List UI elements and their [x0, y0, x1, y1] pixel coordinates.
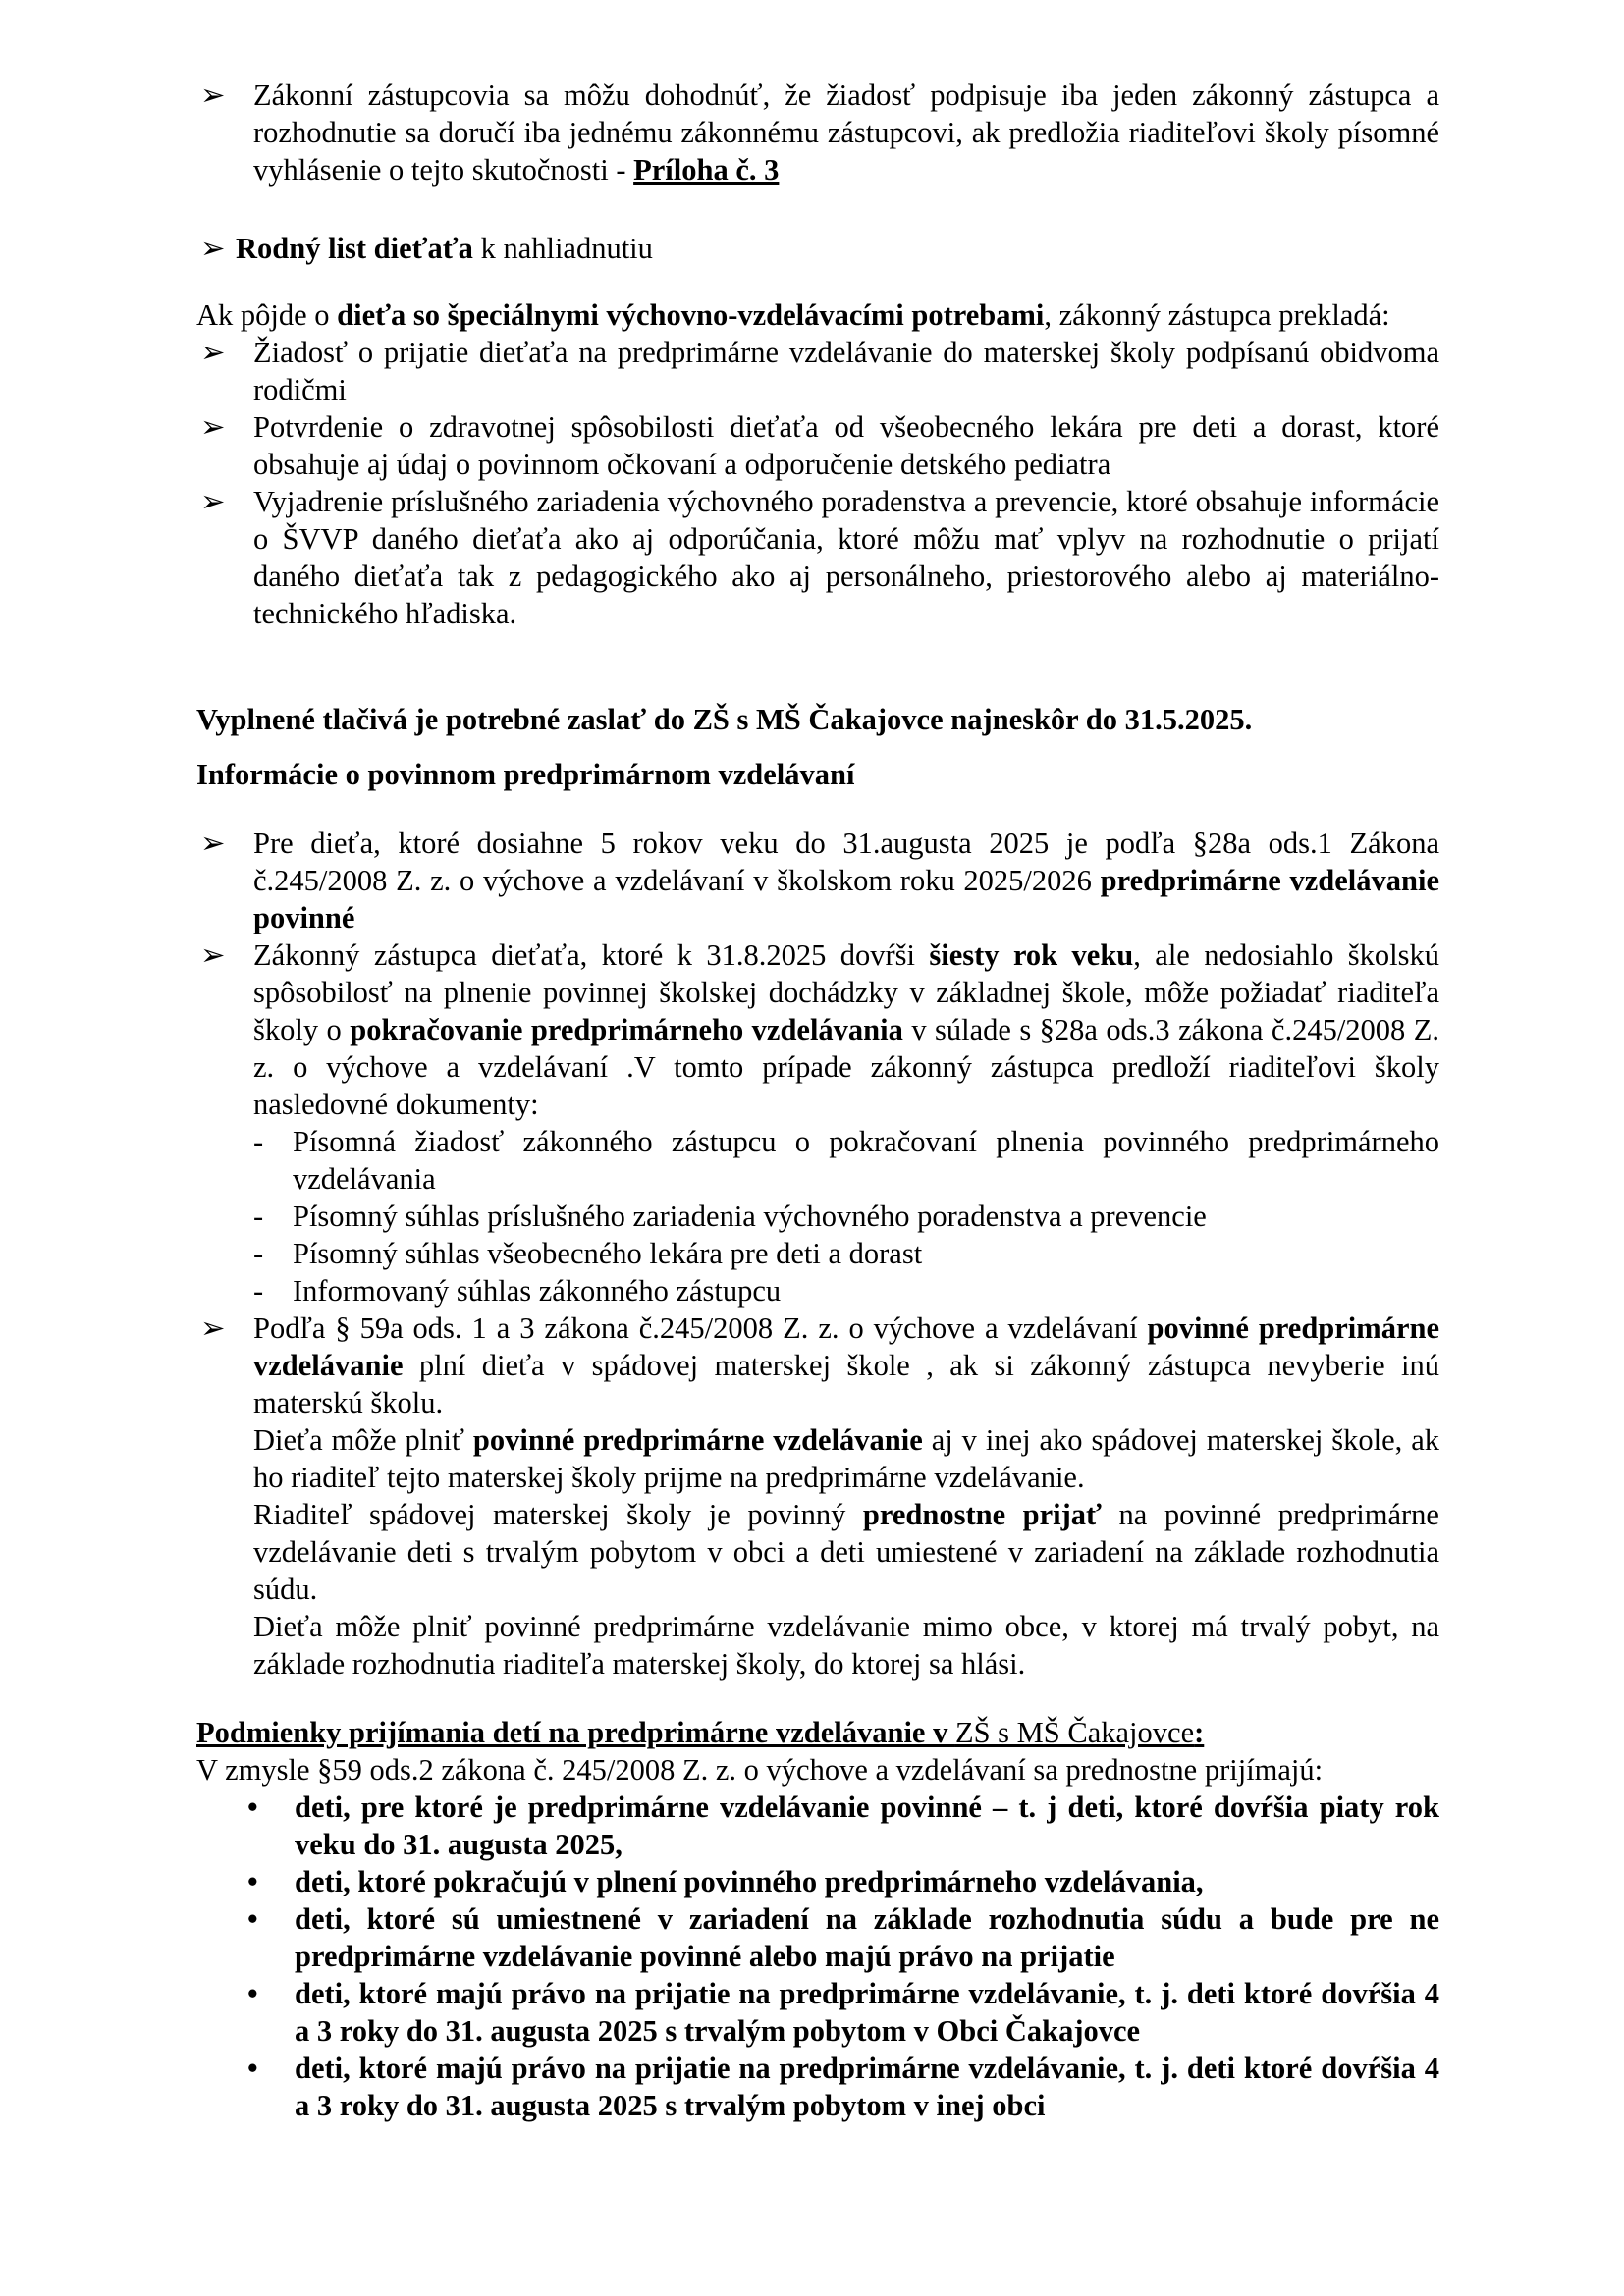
- birth-cert-list: [196, 230, 1439, 267]
- bullet-icon: •: [247, 1977, 258, 2010]
- school-name: ZŠ s MŠ Čakajovce: [954, 1716, 1195, 1749]
- bullet-icon: •: [247, 1790, 258, 1824]
- list-item: [196, 1900, 1439, 1975]
- list-item: [196, 936, 1439, 1123]
- bullet-icon: •: [247, 2052, 258, 2085]
- list-item: [196, 334, 1439, 408]
- special-needs-intro: [196, 296, 1439, 334]
- item-text: deti, ktoré majú právo na prijatie na predprimárne vzdelávanie, t. j. deti ktoré dovŕšia 4 a 3 roky do 31. augusta 2025 s trvalým pobytom v inej obci: [295, 2052, 1439, 2122]
- special-needs-section: [196, 296, 1439, 632]
- paragraph-text: aj v inej ako spádovej materskej škole, ak ho riaditeľ tejto materskej školy prijme na predprimárne vzdelávanie.: [253, 1423, 1439, 1494]
- paragraph: [196, 1421, 1439, 1496]
- heading-colon: :: [1194, 1716, 1205, 1749]
- info-heading: Informácie o povinnom predprimárnom vzdelávaní: [196, 758, 855, 791]
- intro-text-bold: dieťa so špeciálnymi výchovno-vzdelávacími potrebami: [337, 298, 1045, 332]
- arrow-bullet-icon: ➢: [200, 232, 226, 265]
- bullet-icon: •: [247, 1865, 258, 1898]
- arrow-bullet-icon: ➢: [200, 1311, 226, 1345]
- item-text: Podľa § 59a ods. 1 a 3 zákona č.245/2008 Z. z. o výchove a vzdelávaní: [253, 1311, 1148, 1345]
- intro-text: Ak pôjde o: [196, 298, 338, 332]
- item-text: Písomný súhlas všeobecného lekára pre deti a dorast: [293, 1237, 923, 1270]
- item-text: deti, ktoré majú právo na prijatie na predprimárne vzdelávanie, t. j. deti ktoré dovŕšia 4 a 3 roky do 31. augusta 2025 s trvalým pobytom v Obci Čakajovce: [295, 1977, 1439, 2048]
- info-list: [196, 825, 1439, 1682]
- item-text: plní dieťa v spádovej materskej škole , ak si zákonný zástupca nevyberie inú materskú školu.: [253, 1349, 1439, 1419]
- paragraph-text: Dieťa môže plniť povinné predprimárne vzdelávanie mimo obce, v ktorej má trvalý pobyt, na základe rozhodnutia riaditeľa materskej školy, do ktorej sa hlási.: [253, 1610, 1439, 1681]
- bullet-icon: •: [247, 1902, 258, 1936]
- item-text: k nahliadnutiu: [472, 232, 653, 265]
- list-item: [196, 1863, 1439, 1900]
- list-item: [196, 77, 1439, 188]
- item-text: , ale nedosiahlo školskú spôsobilosť na plnenie povinnej školskej dochádzky v základnej škole, môže požiadať riaditeľa školy o: [253, 938, 1439, 1046]
- arrow-bullet-icon: ➢: [200, 336, 226, 369]
- arrow-bullet-icon: ➢: [200, 79, 226, 112]
- dash-bullet: -: [253, 1125, 264, 1158]
- item-text: Žiadosť o prijatie dieťaťa na predprimárne vzdelávanie do materskej školy podpísanú obidvoma rodičmi: [253, 336, 1439, 406]
- list-item: [196, 1309, 1439, 1421]
- paragraph-text-bold: povinné predprimárne vzdelávanie: [472, 1423, 923, 1457]
- list-item: [196, 483, 1439, 632]
- item-text: deti, ktoré pokračujú v plnení povinného predprimárneho vzdelávania,: [295, 1865, 1204, 1898]
- item-text: Písomný súhlas príslušného zariadenia výchovného poradenstva a prevencie: [293, 1200, 1207, 1233]
- dash-bullet: -: [253, 1237, 264, 1270]
- item-text: Potvrdenie o zdravotnej spôsobilosti dieťaťa od všeobecného lekára pre deti a dorast, ktoré obsahuje aj údaj o povinnom očkovaní a odporučenie detského pediatra: [253, 410, 1439, 481]
- paragraph: [196, 1608, 1439, 1682]
- item-text: v súlade s §28a ods.3 zákona č.245/2008 Z. z. o výchove a vzdelávaní .V tomto prípade zákonný zástupca predloží riaditeľovi školy nasledovné dokumenty:: [253, 1013, 1439, 1121]
- dash-bullet: -: [253, 1200, 264, 1233]
- item-text-bold: Rodný list dieťaťa: [236, 232, 473, 265]
- item-text: Vyjadrenie príslušného zariadenia výchovného poradenstva a prevencie, ktoré obsahuje informácie o ŠVVP daného dieťaťa ako aj odporúčania, ktoré môžu mať vplyv na rozhodnutie o prijatí daného dieťaťa tak z pedagogického ako aj personálneho, priestorového alebo aj materiálno-technického hľadiska.: [253, 485, 1439, 630]
- list-item: [196, 1975, 1439, 2050]
- arrow-bullet-icon: ➢: [200, 827, 226, 860]
- conditions-intro: V zmysle §59 ods.2 zákona č. 245/2008 Z. z. o výchove a vzdelávaní sa prednostne prijímajú:: [196, 1753, 1324, 1787]
- document-list-item: [196, 1235, 1439, 1272]
- paragraph-text: na povinné predprimárne vzdelávanie deti s trvalým pobytom v obci a deti umiestené v zariadení na základe rozhodnutia súdu.: [253, 1498, 1439, 1606]
- attachment-reference: Príloha č. 3: [633, 153, 780, 187]
- arrow-bullet-icon: ➢: [200, 410, 226, 444]
- conditions-heading: [196, 1714, 1439, 1751]
- arrow-bullet-icon: ➢: [200, 485, 226, 518]
- item-text-bold: pokračovanie predprimárneho vzdelávania: [350, 1013, 903, 1046]
- list-item: [196, 825, 1439, 936]
- heading-text: Podmienky prijímania detí na predprimárne vzdelávanie v: [196, 1716, 955, 1749]
- list-item: [196, 230, 1439, 267]
- item-text-bold: predprimárne vzdelávanie povinné: [253, 864, 1439, 934]
- document-list-item: [196, 1198, 1439, 1235]
- document-list-item: [196, 1272, 1439, 1309]
- arrow-bullet-icon: ➢: [200, 938, 226, 972]
- top-list: [196, 77, 1439, 188]
- item-text: Pre dieťa, ktoré dosiahne 5 rokov veku do 31.augusta 2025 je podľa §28a ods.1 Zákona č.245/2008 Z. z. o výchove a vzdelávaní v školskom roku 2025/2026: [253, 827, 1439, 897]
- item-text: deti, ktoré sú umiestnené v zariadení na základe rozhodnutia súdu a bude pre ne predprimárne vzdelávanie povinné alebo majú právo na prijatie: [295, 1902, 1439, 1973]
- item-text-bold: povinné predprimárne vzdelávanie: [253, 1311, 1439, 1382]
- item-text: Informovaný súhlas zákonného zástupcu: [293, 1274, 782, 1308]
- intro-text: , zákonný zástupca prekladá:: [1044, 298, 1390, 332]
- paragraph-text: Riaditeľ spádovej materskej školy je povinný: [253, 1498, 863, 1531]
- deadline-notice: Vyplnené tlačivá je potrebné zaslať do ZŠ s MŠ Čakajovce najneskôr do 31.5.2025.: [196, 703, 1253, 736]
- item-text: Písomná žiadosť zákonného zástupcu o pokračovaní plnenia povinného predprimárneho vzdelávania: [293, 1125, 1439, 1196]
- item-text: deti, pre ktoré je predprimárne vzdelávanie povinné – t. j deti, ktoré dovŕšia piaty rok veku do 31. augusta 2025,: [295, 1790, 1439, 1861]
- list-item: [196, 1789, 1439, 1863]
- document-list-item: [196, 1123, 1439, 1198]
- paragraph-text-bold: prednostne prijať: [862, 1498, 1102, 1531]
- conditions-section: [196, 1714, 1439, 2124]
- item-text: Zákonný zástupca dieťaťa, ktoré k 31.8.2025 dovŕši: [253, 938, 930, 972]
- item-text: Zákonní zástupcovia sa môžu dohodnúť, že žiadosť podpisuje iba jeden zákonný zástupca a rozhodnutie sa doručí iba jednému zákonnému zástupcovi, ak predložia riaditeľovi školy písomné vyhlásenie o tejto skutočnosti -: [253, 79, 1439, 187]
- list-item: [196, 2050, 1439, 2124]
- paragraph-text: Dieťa môže plniť: [253, 1423, 473, 1457]
- paragraph: [196, 1496, 1439, 1608]
- dash-bullet: -: [253, 1274, 264, 1308]
- item-text-bold: šiesty rok veku: [929, 938, 1134, 972]
- list-item: [196, 408, 1439, 483]
